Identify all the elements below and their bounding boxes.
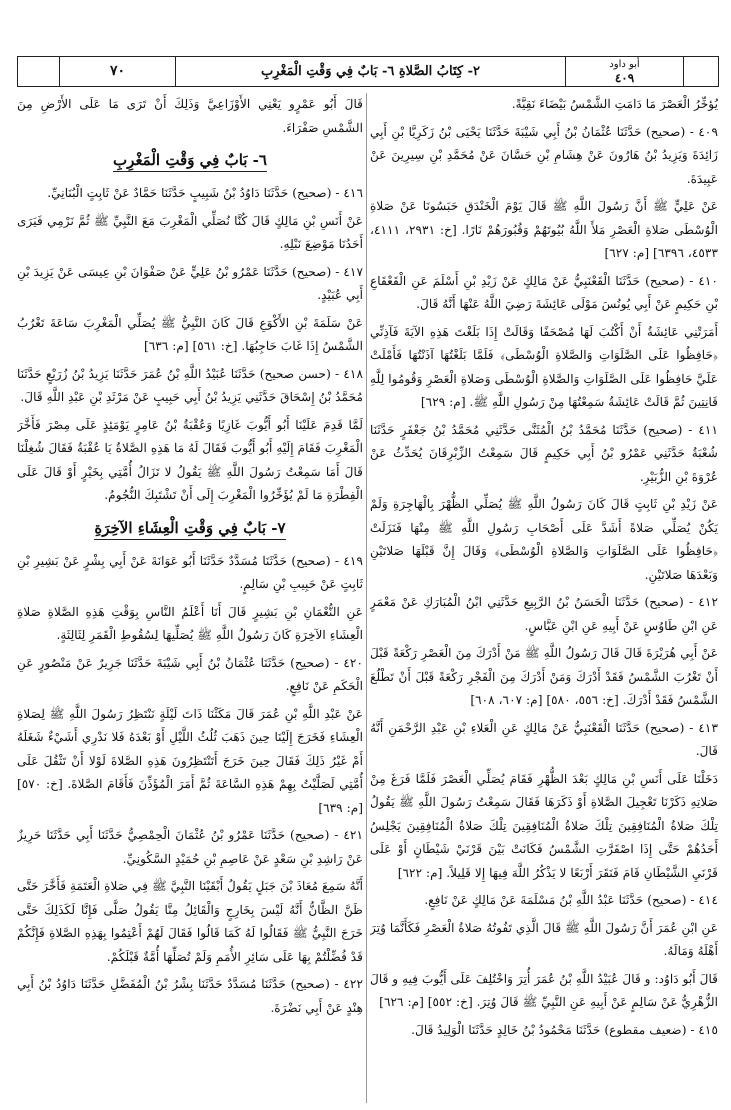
hadith-paragraph: عَنْ عَلِيٍّ ﷺ أَنَّ رَسُولَ اللَّهِ ﷺ قَالَ يَوْمَ الْخَنْدَقِ حَبَسُونَا عَنْ صَلاةِ الْوُسْطَى صَلاةِ الْعَصْرِ مَلأَ اللَّهُ بُيُوتَهُمْ وَقُبُورَهُمْ نَارًا. [خ: ٢٩٣١، ٤١١١، ٤٥٣٣، ٦٣٩٦] [م: ٦٢٧] [370, 199, 718, 260]
header-corner-left [18, 57, 60, 86]
hadith-paragraph: ٤١٢ - (صحيح) حَدَّثَنَا الْحَسَنُ بْنُ الرَّبِيعِ حَدَّثَنِي ابْنُ الْمُبَارَكِ عَنْ مَعْمَرٍ عَنِ ابْنِ طَاوُسٍ عَنْ أَبِيهِ عَنِ ابْنِ عَبَّاسٍ. [370, 595, 718, 633]
hadith-paragraph: ٤١٤ - (صحيح) حَدَّثَنَا عَبْدُ اللَّهِ بْنُ مَسْلَمَةَ عَنْ مَالِكٍ عَنْ نَافِعٍ. [424, 893, 718, 907]
hadith-paragraph: ٤١١ - (صحيح) حَدَّثَنَا مُحَمَّدُ بْنُ الْمُثَنَّى حَدَّثَنِي مُحَمَّدُ بْنُ جَعْفَرٍ حَدَّثَنَا شُعْبَةُ حَدَّثَنِي عَمْرُو بْنُ أَبِي حَكِيمٍ قَالَ سَمِعْتُ الزِّبْرِقَانَ يُحَدِّثُ عَنْ عُرْوَةَ بْنِ الزُّبَيْرِ. [370, 422, 718, 484]
chapter-heading [17, 148, 363, 172]
hadith-paragraph: ٤٢٢ - (صحيح) حَدَّثَنَا مُسَدَّدٌ حَدَّثَنَا بِشْرُ بْنُ الْمُفَضَّلِ حَدَّثَنَا دَاوُدُ بْنُ أَبِي هِنْدٍ عَنْ أَبِي نَضْرَةَ. [17, 977, 363, 1015]
hadith-paragraph: عَنْ أَبِي هُرَيْرَةَ قَالَ قَالَ رَسُولُ اللَّهِ ﷺ مَنْ أَدْرَكَ مِنَ الْعَصْرِ رَكْعَةً قَبْلَ أَنْ تَغْرُبَ الشَّمْسُ فَقَدْ أَدْرَكَ وَمَنْ أَدْرَكَ مِنَ الْفَجْرِ رَكْعَةً قَبْلَ أَنْ تَطْلُعَ الشَّمْسُ فَقَدْ أَدْرَكَ. [خ: ٥٥٦، ٥٨٠] [م: ٦٠٧، ٦٠٨] [370, 646, 718, 707]
column-divider [366, 93, 367, 1103]
hadith-range: ٤٠٩ [614, 71, 635, 85]
hadith-paragraph: ٤٢١ - (صحيح) حَدَّثَنَا عَمْرُو بْنُ عُثْمَانَ الْحِمْصِيُّ حَدَّثَنَا أَبِي حَدَّثَنَا حَرِيزٌ عَنْ رَاشِدِ بْنِ سَعْدٍ عَنْ عَاصِمِ بْنِ حُمَيْدٍ السَّكُونِيِّ. [17, 828, 363, 866]
hadith-paragraph: عَنِ النُّعْمَانِ بْنِ بَشِيرٍ قَالَ أَنَا أَعْلَمُ النَّاسِ بِوَقْتِ هَذِهِ الصَّلاةِ صَلاةِ الْعِشَاءِ الآخِرَةِ كَانَ رَسُولُ اللَّهِ ﷺ يُصَلِّيهَا لِسُقُوطِ الْقَمَرِ لِثَالِثَةٍ. [17, 604, 363, 642]
hadith-paragraph: يُؤخِّرُ الْعَصْرَ مَا دَامَتِ الشَّمْسُ بَيْضَاءَ نَقِيَّةً. [511, 97, 718, 111]
chapter-heading-text: ٦- بَابٌ فِي وَقْتِ الْمَغْرِبِ [113, 151, 267, 172]
hadith-paragraph: ٤١٨ - (حسن صحيح) حَدَّثَنَا عُبَيْدُ اللَّهِ بْنُ عُمَرَ حَدَّثَنَا يَزِيدُ بْنُ زُرَيْعٍ حَدَّثَنَا مُحَمَّدُ بْنُ إِسْحَاقَ حَدَّثَنِي يَزِيدُ بْنُ أَبِي حَبِيبٍ عَنْ مَرْثَدِ بْنِ عَبْدِ اللَّهِ قَالَ. [17, 366, 363, 404]
hadith-paragraph: ٤٠٩ - (صحيح) حَدَّثَنَا عُثْمَانُ بْنُ أَبِي شَيْبَةَ حَدَّثَنَا يَحْيَى بْنُ زَكَرِيَّا بْنِ أَبِي زَائِدَةَ وَيَزِيدُ بْنُ هَارُونَ عَنْ هِشَامِ بْنِ حَسَّانَ عَنْ مُحَمَّدِ بْنِ سِيرِينَ عَنْ عَبِيدَةَ. [370, 124, 718, 186]
hadith-paragraph: ٤١٣ - (صحيح) حَدَّثَنَا الْقَعْنَبِيُّ عَنْ مَالِكٍ عَنِ الْعَلاءِ بْنِ عَبْدِ الرَّحْمَنِ أَنَّهُ قَالَ. [370, 720, 718, 758]
left-text-column [17, 93, 363, 1103]
hadith-paragraph: أَنَّهُ سَمِعَ مُعَاذَ بْنَ جَبَلٍ يَقُولُ أَبْقَيْنَا النَّبِيَّ ﷺ فِي صَلاةِ الْعَتَمَةِ فَأَخَّرَ حَتَّى ظَنَّ الظَّانُّ أَنَّهُ لَيْسَ بِخَارِجٍ وَالْقَائِلُ مِنَّا يَقُولُ صَلَّى فَإِنَّا لَكَذَلِكَ حَتَّى خَرَجَ النَّبِيُّ ﷺ فَقَالُوا لَهُ كَمَا قَالُوا فَقَالَ لَهُمْ أَعْتِمُوا بِهَذِهِ الصَّلاةِ فَإِنَّكُمْ قَدْ فُضِّلْتُمْ بِهَا عَلَى سَائِرِ الأُمَمِ وَلَمْ تُصَلِّهَا أُمَّةٌ قَبْلَكُمْ. [17, 879, 363, 964]
hadith-paragraph: ٤١٠ - (صحيح) حَدَّثَنَا الْقَعْنَبِيُّ عَنْ مَالِكٍ عَنْ زَيْدِ بْنِ أَسْلَمَ عَنِ الْقَعْقَاعِ بْنِ حَكِيمٍ عَنْ أَبِي يُونُسَ مَوْلَى عَائِشَةَ رَضِيَ اللَّهُ عَنْهَا أَنَّهُ قَالَ. [370, 273, 718, 311]
hadith-paragraph: عَنْ عَبْدِ اللَّهِ بْنِ عُمَرَ قَالَ مَكَثْنَا ذَاتَ لَيْلَةٍ نَنْتَظِرُ رَسُولَ اللَّهِ ﷺ لِصَلاةِ الْعِشَاءِ فَخَرَجَ إِلَيْنَا حِينَ ذَهَبَ ثُلُثُ اللَّيْلِ أَوْ بَعْدَهُ فَلا نَدْرِي أَشَيْءٌ شَغَلَهُ أَمْ غَيْرُ ذَلِكَ فَقَالَ حِينَ خَرَجَ أَتَنْتَظِرُونَ هَذِهِ الصَّلاةَ لَوْلا أَنْ تَثْقُلَ عَلَى أُمَّتِي لَصَلَّيْتُ بِهِمْ هَذِهِ السَّاعَةَ ثُمَّ أَمَرَ الْمُؤَذِّنَ فَأَقَامَ الصَّلاةَ. [خ: ٥٧٠] [م: ٦٣٩] [17, 706, 363, 815]
hadith-paragraph: عَنْ أَنَسِ بْنِ مَالِكٍ قَالَ كُنَّا نُصَلِّي الْمَغْرِبَ مَعَ النَّبِيِّ ﷺ ثُمَّ نَرْمِي فَيَرَى أَحَدُنَا مَوْضِعَ نَبْلِهِ. [17, 213, 363, 251]
page-number: ٧٠ [60, 57, 176, 86]
chapter-heading [17, 516, 363, 540]
hadith-paragraph: ٤١٦ - (صحيح) حَدَّثَنَا دَاوُدُ بْنُ شَبِيبٍ حَدَّثَنَا حَمَّادٌ عَنْ ثَابِتٍ الْبُنَانِيِّ. [47, 186, 363, 200]
hadith-paragraph: عَنْ سَلَمَةَ بْنِ الأَكْوَعِ قَالَ كَانَ النَّبِيُّ ﷺ يُصَلِّي الْمَغْرِبَ سَاعَةَ تَغْرُبُ الشَّمْسُ إِذَا غَابَ حَاجِبُهَا. [خ: ٥٦١] [م: ٦٣٦] [17, 315, 363, 353]
hadith-paragraph: قَالَ أَبُو دَاوُد: و قَالَ عُبَيْدُ اللَّهِ بْنُ عُمَرَ أُتِرَ وَاخْتُلِفَ عَلَى أَيُّوبَ فِيهِ و قَالَ الزُّهْرِيُّ عَنْ سَالِمٍ عَنْ أَبِيهِ عَنِ النَّبِيِّ ﷺ قَالَ وُتِرَ. [خ: ٥٥٢] [م: ٦٢٦] [370, 971, 718, 1009]
hadith-paragraph: قَالَ أَبُو عَمْرٍو يَعْنِي الأَوْزَاعِيَّ وَذَلِكَ أَنْ تَرَى مَا عَلَى الأَرْضِ مِنَ الشَّمْسِ صَفْرَاءَ. [17, 97, 363, 135]
right-text-column [370, 93, 718, 1103]
hadith-paragraph: ٤٢٠ - (صحيح) حَدَّثَنَا عُثْمَانُ بْنُ أَبِي شَيْبَةَ حَدَّثَنَا جَرِيرٌ عَنْ مَنْصُورٍ عَنِ الْحَكَمِ عَنْ نَافِعٍ. [17, 655, 363, 693]
chapter-heading-text: ٧- بَابٌ فِي وَقْتِ الْعِشَاءِ الآخِرَةِ [94, 519, 285, 540]
hadith-paragraph: لَمَّا قَدِمَ عَلَيْنَا أَبُو أَيُّوبَ غَازِيًا وَعُقْبَةُ بْنُ عَامِرٍ يَوْمَئِذٍ عَلَى مِصْرَ فَأَخَّرَ الْمَغْرِبَ فَقَامَ إِلَيْهِ أَبُو أَيُّوبَ فَقَالَ لَهُ مَا هَذِهِ الصَّلاةُ يَا عُقْبَةُ فَقَالَ شُغِلْنَا قَالَ أَمَا سَمِعْتُ رَسُولَ اللَّهِ ﷺ يَقُولُ لا تَزَالُ أُمَّتِي بِخَيْرٍ أَوْ قَالَ عَلَى الْفِطْرَةِ مَا لَمْ يُؤَخِّرُوا الْمَغْرِبَ إِلَى أَنْ تَشْتَبِكَ النُّجُومُ. [17, 417, 363, 502]
hadith-paragraph: أَمَرَتْنِي عَائِشَةُ أَنْ أَكْتُبَ لَهَا مُصْحَفًا وَقَالَتْ إِذَا بَلَغْتَ هَذِهِ الآيَةَ فَآذِنِّي ﴿حَافِظُوا عَلَى الصَّلَوَاتِ وَالصَّلاةِ الْوُسْطَى﴾ فَلَمَّا بَلَغْتُهَا آذَنْتُهَا فَأَمْلَتْ عَلَيَّ حَافِظُوا عَلَى الصَّلَوَاتِ وَالصَّلاةِ الْوُسْطَى وَصَلاةِ الْعَصْرِ وَقُومُوا لِلَّهِ قَانِتِينَ ثُمَّ قَالَتْ عَائِشَةُ سَمِعْتُهَا مِنْ رَسُولِ اللَّهِ ﷺ. [م: ٦٢٩] [370, 324, 718, 409]
hadith-paragraph: ٤١٥ - (ضعيف مقطوع) حَدَّثَنَا مَحْمُودُ بْنُ خَالِدٍ حَدَّثَنَا الْوَلِيدُ قَالَ. [411, 1022, 718, 1037]
running-header [17, 56, 719, 87]
book-reference [566, 57, 684, 86]
hadith-paragraph: عَنْ زَيْدِ بْنِ ثَابِتٍ قَالَ كَانَ رَسُولُ اللَّهِ ﷺ يُصَلِّي الظُّهْرَ بِالْهَاجِرَةِ وَلَمْ يَكُنْ يُصَلِّي صَلاةً أَشَدَّ عَلَى أَصْحَابِ رَسُولِ اللَّهِ ﷺ مِنْهَا فَنَزَلَتْ ﴿حَافِظُوا عَلَى الصَّلَوَاتِ وَالصَّلاةِ الْوُسْطَى﴾ وَقَالَ إِنَّ قَبْلَهَا صَلاتَيْنِ وَبَعْدَهَا صَلاتَيْنِ. [370, 497, 718, 582]
hadith-paragraph: دَخَلْنَا عَلَى أَنَسِ بْنِ مَالِكٍ بَعْدَ الظُّهْرِ فَقَامَ يُصَلِّي الْعَصْرَ فَلَمَّا فَرَغَ مِنْ صَلاتِهِ ذَكَرْنَا تَعْجِيلَ الصَّلاةِ أَوْ ذَكَرَهَا فَقَالَ سَمِعْتُ رَسُولَ اللَّهِ ﷺ يَقُولُ تِلْكَ صَلاةُ الْمُنَافِقِينَ تِلْكَ صَلاةُ الْمُنَافِقِينَ تِلْكَ صَلاةُ الْمُنَافِقِينَ يَجْلِسُ أَحَدُهُمْ حَتَّى إِذَا اصْفَرَّتِ الشَّمْسُ فَكَانَتْ بَيْنَ قَرْنَيْ شَيْطَانٍ أَوْ عَلَى قَرْنَيِ الشَّيْطَانِ قَامَ فَنَقَرَ أَرْبَعًا لا يَذْكُرُ اللَّهَ فِيهَا إِلا قَلِيلاً. [م: ٦٢٢] [370, 771, 718, 880]
hadith-paragraph: ٤١٧ - (صحيح) حَدَّثَنَا عَمْرُو بْنُ عَلِيٍّ عَنْ صَفْوَانَ بْنِ عِيسَى عَنْ يَزِيدَ بْنِ أَبِي عُبَيْدٍ. [17, 264, 363, 302]
header-corner-right [684, 57, 718, 86]
running-title: ٢- كِتَابُ الصَّلاةِ ٦- بَابٌ فِي وَقْتِ الْمَغْرِبِ [176, 57, 566, 86]
hadith-paragraph: ٤١٩ - (صحيح) حَدَّثَنَا مُسَدَّدٌ حَدَّثَنَا أَبُو عَوَانَةَ عَنْ أَبِي بِشْرٍ عَنْ بَشِيرِ بْنِ ثَابِتٍ عَنْ حَبِيبِ بْنِ سَالِمٍ. [17, 553, 363, 591]
hadith-paragraph: عَنِ ابْنِ عُمَرَ أَنَّ رَسُولَ اللَّهِ ﷺ قَالَ الَّذِي تَفُوتُهُ صَلاةُ الْعَصْرِ فَكَأَنَّمَا وُتِرَ أَهْلَهُ وَمَالَهُ. [370, 920, 718, 958]
book-name: أبو داود [609, 59, 640, 70]
